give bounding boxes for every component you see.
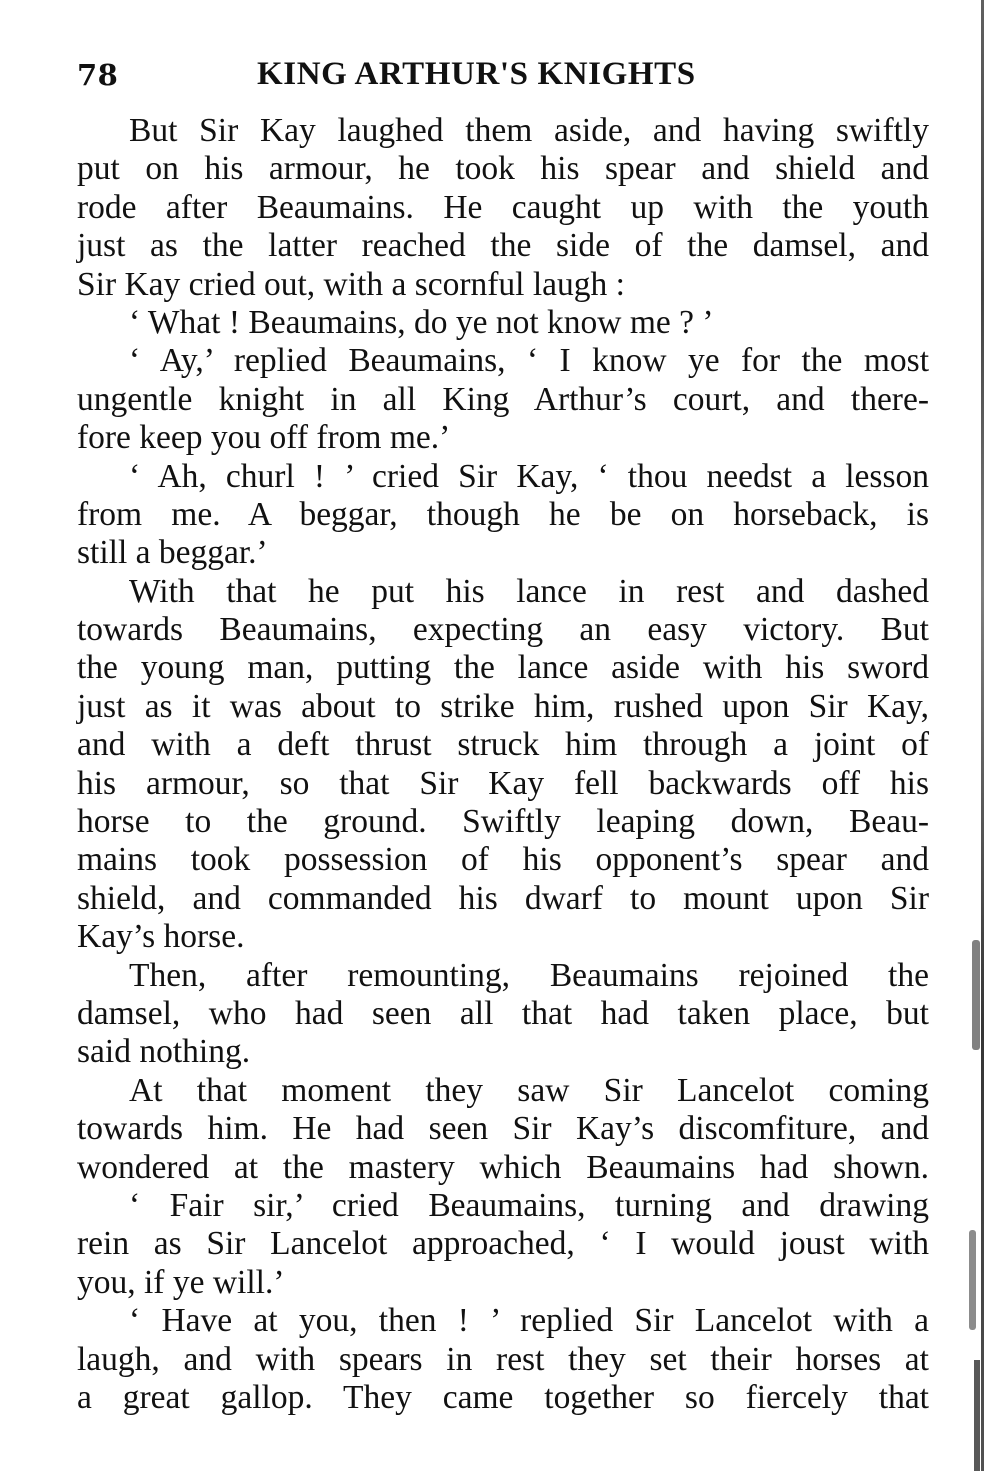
text-line: towards him. He had seen Sir Kay’s discomfiture, and xyxy=(77,1110,929,1148)
text-line: a great gallop. They came together so fiercely that xyxy=(77,1378,929,1416)
text-line: ‘ Fair sir,’ cried Beaumains, turning and drawing xyxy=(129,1186,929,1224)
page-gutter-edge xyxy=(981,0,984,1471)
text-line: wondered at the mastery which Beaumains had shown. xyxy=(77,1148,929,1186)
text-line: rein as Sir Lancelot approached, ‘ I would joust with xyxy=(77,1225,929,1263)
text-line: his armour, so that Sir Kay fell backwards off his xyxy=(77,764,929,802)
book-title: KING ARTHUR'S KNIGHTS xyxy=(257,56,696,92)
running-head xyxy=(77,52,929,106)
text-line: mains took possession of his opponent’s spear and xyxy=(77,841,929,879)
text-line: ‘ Have at you, then ! ’ replied Sir Lancelot with a xyxy=(129,1302,929,1340)
text-line: But Sir Kay laughed them aside, and having swiftly xyxy=(129,112,929,149)
text-line: rode after Beaumains. He caught up with the youth xyxy=(77,188,929,226)
text-line: still a beggar.’ xyxy=(77,534,268,572)
text-line: ungentle knight in all King Arthur’s court, and there- xyxy=(77,380,929,418)
scan-shadow xyxy=(972,940,980,1050)
text-line: laugh, and with spears in rest they set their horses at xyxy=(77,1340,929,1378)
text-line: Kay’s horse. xyxy=(77,918,245,956)
text-line: just as it was about to strike him, rushed upon Sir Kay, xyxy=(77,687,929,725)
page-number: 78 xyxy=(77,58,119,92)
text-line: ‘ Ay,’ replied Beaumains, ‘ I know ye for the most xyxy=(129,342,929,380)
scan-shadow xyxy=(974,1360,980,1471)
body-text xyxy=(77,112,929,1417)
text-line: Then, after remounting, Beaumains rejoined the xyxy=(129,956,929,994)
text-line: damsel, who had seen all that had taken place, but xyxy=(77,994,929,1032)
text-line: At that moment they saw Sir Lancelot coming xyxy=(129,1071,929,1109)
text-line: towards Beaumains, expecting an easy victory. But xyxy=(77,611,929,649)
text-line: just as the latter reached the side of the damsel, and xyxy=(77,227,929,265)
scan-shadow xyxy=(969,1230,976,1330)
text-line: the young man, putting the lance aside with his sword xyxy=(77,649,929,687)
text-line: shield, and commanded his dwarf to mount upon Sir xyxy=(77,879,929,917)
text-line: ‘ Ah, churl ! ’ cried Sir Kay, ‘ thou needst a lesson xyxy=(129,457,929,495)
text-line: you, if ye will.’ xyxy=(77,1263,285,1301)
text-line: put on his armour, he took his spear and shield and xyxy=(77,150,929,188)
text-line: ‘ What ! Beaumains, do ye not know me ? ’ xyxy=(129,303,714,341)
text-line: from me. A beggar, though he be on horseback, is xyxy=(77,495,929,533)
text-line: said nothing. xyxy=(77,1033,251,1071)
text-line: horse to the ground. Swiftly leaping down, Beau- xyxy=(77,803,929,841)
text-line: With that he put his lance in rest and dashed xyxy=(129,572,929,610)
text-line: Sir Kay cried out, with a scornful laugh : xyxy=(77,265,625,303)
text-line: fore keep you off from me.’ xyxy=(77,419,451,457)
text-line: and with a deft thrust struck him through a joint of xyxy=(77,726,929,764)
